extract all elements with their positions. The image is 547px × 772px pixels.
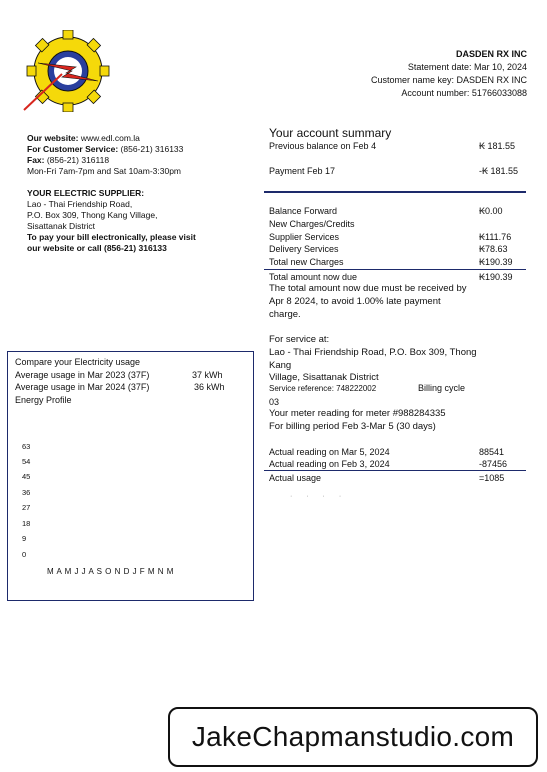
fax-line: [27, 155, 257, 166]
y-tick-9: 9: [22, 534, 27, 543]
due-note-3: charge.: [269, 308, 301, 320]
service-label: For Customer Service:: [27, 144, 119, 154]
delivery-value: ₭78.63: [479, 244, 508, 254]
y-tick-63: 63: [22, 442, 31, 451]
total-due-label: Total amount now due: [269, 272, 358, 282]
actual-mar-label: Actual reading on Mar 5, 2024: [269, 447, 390, 457]
website-link[interactable]: www.edl.com.la: [78, 133, 140, 143]
usage-box-title: Compare your Electricity usage: [15, 357, 141, 367]
x-axis-months: M A M J J A S O N D J F M N M: [47, 567, 174, 576]
y-tick-45: 45: [22, 472, 31, 481]
billing-period: For billing period Feb 3-Mar 5 (30 days): [269, 421, 436, 432]
due-note-2: Apr 8 2024, to avoid 1.00% late payment: [269, 295, 441, 307]
fax-label: Fax:: [27, 155, 45, 165]
energy-profile-chart: [8, 432, 248, 582]
actual-usage-label: Actual usage: [269, 473, 322, 483]
service-address-1: Lao - Thai Friendship Road, P.O. Box 309, Thong: [269, 346, 477, 358]
usage-2023-label: Average usage in Mar 2023 (37F): [15, 370, 150, 380]
service-reference: Service reference: 748222002: [269, 384, 377, 393]
balance-forward-value: ₭0.00: [479, 206, 503, 216]
service-line: [27, 144, 257, 155]
company-name: DASDEN RX INC: [455, 49, 527, 59]
service-phone: (856-21) 316133: [118, 144, 184, 154]
usage-2023-value: 37 kWh: [192, 370, 223, 380]
supplier-label: Supplier Services: [269, 232, 340, 242]
actual-mar-value: 88541: [479, 447, 505, 457]
faint-marks: · · · ·: [290, 493, 348, 500]
pay-note-2: our website or call (856-21) 316133: [27, 243, 167, 253]
hours: Mon-Fri 7am-7pm and Sat 10am-3:30pm: [27, 166, 182, 176]
energy-profile-title: Energy Profile: [15, 395, 72, 405]
usage-2024-value: 36 kWh: [194, 382, 225, 392]
supplier-address-3: Sisattanak District: [27, 221, 96, 231]
actual-usage-value: =1085: [479, 473, 505, 483]
watermark-text: JakeChapmanstudio.com: [191, 721, 515, 752]
delivery-label: Delivery Services: [269, 244, 339, 254]
new-charges-label: New Charges/Credits: [269, 219, 355, 229]
fax-number: (856-21) 316118: [44, 155, 110, 165]
customer-key: Customer name key: DASDEN RX INC: [370, 75, 527, 85]
watermark-box: [168, 707, 538, 767]
supplier-address-2: P.O. Box 309, Thong Kang Village,: [27, 210, 158, 220]
summary-title: Your account summary: [269, 126, 392, 140]
service-address-2: Kang: [269, 359, 292, 371]
usage-2024-label: Average usage in Mar 2024 (37F): [15, 382, 150, 392]
service-at: For service at:: [269, 334, 330, 345]
contact-block: [27, 133, 257, 254]
supplier-value: ₭111.76: [479, 232, 512, 242]
total-due-value: ₭190.39: [479, 272, 513, 282]
summary-divider: [264, 191, 526, 193]
total-divider: [264, 269, 526, 270]
y-tick-36: 36: [22, 488, 31, 497]
y-tick-0: 0: [22, 550, 27, 559]
billing-cycle-label: Billing cycle: [418, 383, 466, 393]
payment-label: Payment Feb 17: [269, 166, 336, 176]
payment-value: -₭ 181.55: [479, 166, 519, 176]
supplier-address-1: Lao - Thai Friendship Road,: [27, 199, 133, 209]
y-tick-18: 18: [22, 519, 31, 528]
company-logo: [22, 30, 114, 112]
actual-feb-label: Actual reading on Feb 3, 2024: [269, 459, 390, 469]
previous-balance-value: ₭ 181.55: [479, 141, 516, 151]
statement-date: Statement date: Mar 10, 2024: [407, 62, 527, 72]
y-tick-27: 27: [22, 503, 31, 512]
previous-balance-label: Previous balance on Feb 4: [269, 141, 377, 151]
supplier-title: YOUR ELECTRIC SUPPLIER:: [27, 188, 145, 198]
balance-forward-label: Balance Forward: [269, 206, 338, 216]
meter-reading: Your meter reading for meter #988284335: [269, 408, 446, 419]
website-line: [27, 133, 257, 144]
actual-feb-value: -87456: [479, 459, 508, 469]
due-note: [269, 283, 484, 321]
website-label: Our website:: [27, 133, 79, 143]
pay-note-1: To pay your bill electronically, please visit: [27, 232, 196, 242]
total-new-value: ₭190.39: [479, 257, 513, 267]
billing-cycle-number: 03: [269, 397, 280, 407]
y-tick-54: 54: [22, 457, 31, 466]
total-new-label: Total new Charges: [269, 257, 344, 267]
usage-divider: [264, 470, 526, 471]
account-number: Account number: 51766033088: [401, 88, 527, 98]
due-note-1: The total amount now due must be received by: [269, 283, 467, 294]
service-block: [269, 334, 494, 385]
service-address-3: Village, Sisattanak District: [269, 372, 379, 384]
usage-comparison-box: [7, 351, 254, 601]
